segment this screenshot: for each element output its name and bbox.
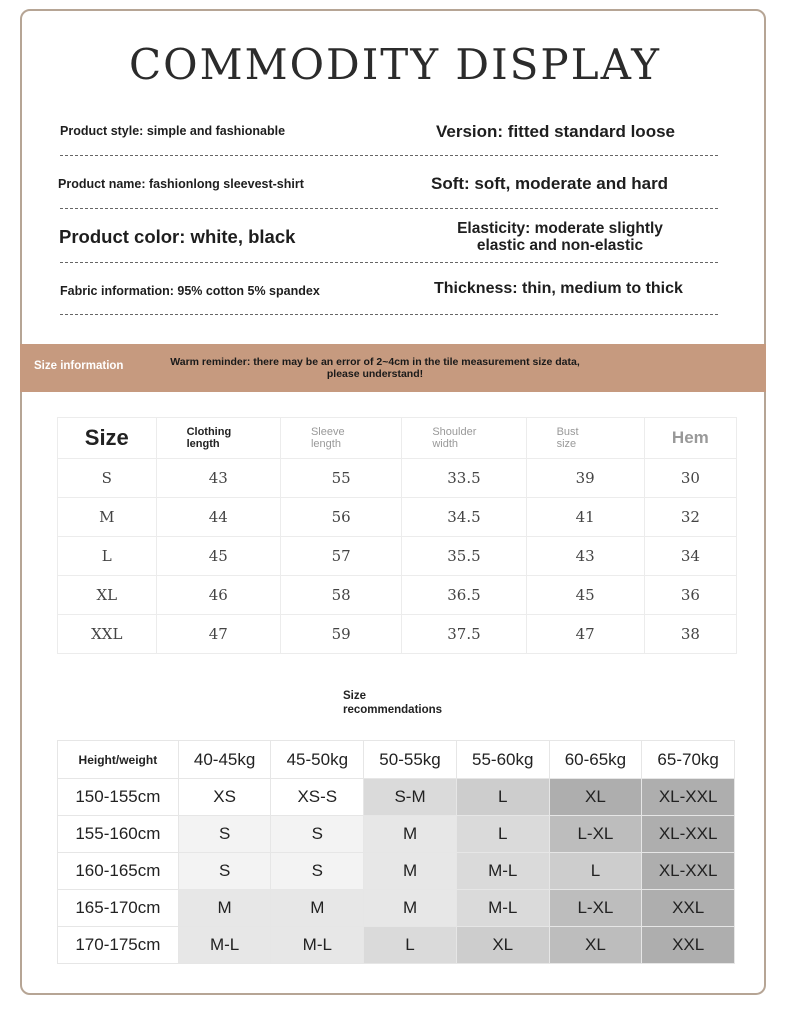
size-cell: M-L [456,890,549,927]
header-weight: 60-65kg [549,741,642,779]
table-cell: L [58,537,157,576]
table-cell: S [58,459,157,498]
table-cell: XL [58,576,157,615]
header-size: Size [58,418,157,459]
table-cell: 36 [644,576,736,615]
header-weight: 40-45kg [178,741,271,779]
table-cell: 46 [156,576,280,615]
fabric-information: Fabric information: 95% cotton 5% spandex [60,284,320,298]
table-cell: 45 [156,537,280,576]
header-weight: 55-60kg [456,741,549,779]
size-cell: L [549,853,642,890]
header-clothing-length [156,418,280,459]
recommendations-title-line-1: Size [343,690,367,702]
size-info-banner [20,344,766,392]
table-cell: 39 [526,459,644,498]
size-cell: M [178,890,271,927]
recommendation-table [57,740,735,964]
height-cell: 150-155cm [58,779,179,816]
size-cell: M [271,890,364,927]
table-cell: 33.5 [402,459,526,498]
size-cell: S [271,816,364,853]
table-cell: 34.5 [402,498,526,537]
table-cell: 45 [526,576,644,615]
table-cell: 38 [644,615,736,654]
warm-reminder [140,356,610,380]
table-cell: 56 [280,498,401,537]
size-cell: M-L [456,853,549,890]
table-cell: 41 [526,498,644,537]
table-cell: 47 [156,615,280,654]
header-bust-line-2: size [556,438,577,450]
header-sleeve-line-2: length [310,438,341,450]
size-cell: S-M [364,779,457,816]
size-cell: XXL [642,890,735,927]
page-title: COMMODITY DISPLAY [129,40,661,89]
elasticity-line-1: Elasticity: moderate slightly [457,220,663,237]
table-cell: 36.5 [402,576,526,615]
table-row [58,576,737,615]
size-cell: L [364,927,457,964]
header-weight: 45-50kg [271,741,364,779]
header-clothing-line-1: Clothing [186,426,232,438]
product-thickness: Thickness: thin, medium to thick [434,280,683,297]
size-cell: L-XL [549,816,642,853]
size-info-label: Size information [34,360,124,372]
height-cell: 165-170cm [58,890,179,927]
table-row [58,890,735,927]
header-weight: 50-55kg [364,741,457,779]
size-cell: M-L [271,927,364,964]
size-cell: L [456,816,549,853]
recommendations-title [343,689,442,717]
size-cell: XL [549,927,642,964]
size-table-header [58,418,737,459]
table-cell: 44 [156,498,280,537]
table-cell: 59 [280,615,401,654]
elasticity-line-2: elastic and non-elastic [476,237,644,254]
table-cell: 30 [644,459,736,498]
header-clothing-line-2: length [186,438,220,450]
header-sleeve-length [280,418,401,459]
size-cell: XL-XXL [642,853,735,890]
table-row [58,459,737,498]
size-cell: S [178,853,271,890]
header-shoulder-width [402,418,526,459]
size-cell: L [456,779,549,816]
table-cell: 58 [280,576,401,615]
size-cell: XL [456,927,549,964]
table-row [58,498,737,537]
header-weight: 65-70kg [642,741,735,779]
size-cell: XS [178,779,271,816]
table-cell: 43 [156,459,280,498]
table-cell: 35.5 [402,537,526,576]
table-row [58,779,735,816]
table-cell: 37.5 [402,615,526,654]
warm-reminder-line-1: Warm reminder: there may be an error of 2~4cm in the tile measurement size data, [170,356,580,368]
size-cell: XS-S [271,779,364,816]
product-name: Product name: fashionlong sleevest-shirt [58,177,304,191]
divider [60,314,718,315]
product-elasticity [430,220,690,254]
table-cell: XXL [58,615,157,654]
header-shoulder-line-2: width [432,438,459,450]
size-cell: M [364,890,457,927]
size-cell: M [364,816,457,853]
divider [60,208,718,209]
header-bust-line-1: Bust [556,426,579,438]
header-height-weight: Height/weight [58,741,179,779]
divider [60,262,718,263]
header-bust-size [526,418,644,459]
table-row [58,853,735,890]
table-cell: 55 [280,459,401,498]
table-cell: 32 [644,498,736,537]
warm-reminder-line-2: please understand! [326,368,424,380]
divider [60,155,718,156]
table-cell: 57 [280,537,401,576]
size-cell: XL-XXL [642,816,735,853]
table-cell: 47 [526,615,644,654]
size-cell: S [271,853,364,890]
size-cell: XXL [642,927,735,964]
product-version: Version: fitted standard loose [436,122,675,141]
product-color: Product color: white, black [59,226,296,247]
table-row [58,927,735,964]
recommendation-header [58,741,735,779]
size-cell: L-XL [549,890,642,927]
table-cell: M [58,498,157,537]
size-cell: S [178,816,271,853]
table-row [58,537,737,576]
size-cell: XL-XXL [642,779,735,816]
header-hem: Hem [644,418,736,459]
height-cell: 170-175cm [58,927,179,964]
height-cell: 160-165cm [58,853,179,890]
table-cell: 34 [644,537,736,576]
product-softness: Soft: soft, moderate and hard [431,174,669,193]
recommendations-title-line-2: recommendations [343,704,443,716]
product-style: Product style: simple and fashionable [60,124,286,138]
header-sleeve-line-1: Sleeve [310,426,345,438]
height-cell: 155-160cm [58,816,179,853]
table-row [58,816,735,853]
header-shoulder-line-1: Shoulder [432,426,477,438]
table-cell: 43 [526,537,644,576]
size-cell: M [364,853,457,890]
table-row [58,615,737,654]
size-cell: XL [549,779,642,816]
size-cell: M-L [178,927,271,964]
size-table [57,417,737,654]
